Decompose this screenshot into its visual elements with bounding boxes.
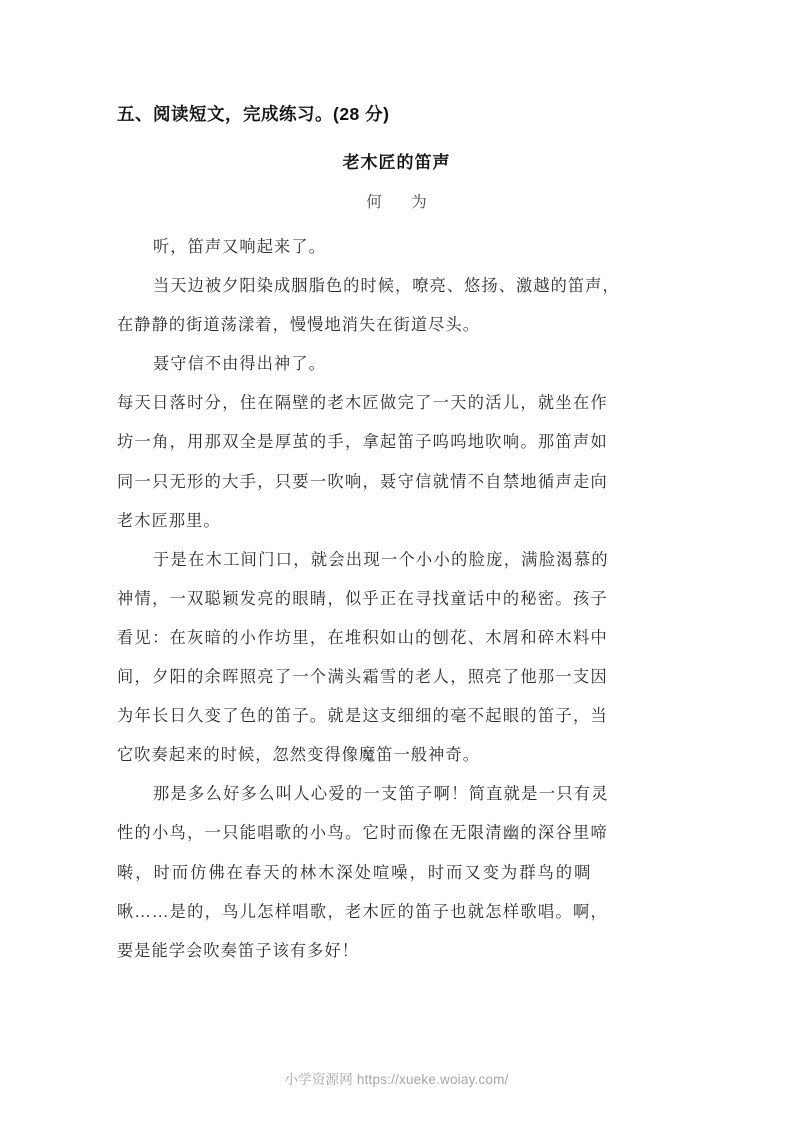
article-line: 它吹奏起来的时候，忽然变得像魔笛一般神奇。 <box>117 746 481 765</box>
article-line: 听，笛声又响起来了。 <box>153 238 326 256</box>
article-line: 看见：在灰暗的小作坊里，在堆积如山的刨花、木屑和碎木料中 <box>117 628 609 647</box>
article-line: 坊一角，用那双全是厚茧的手，拿起笛子呜呜地吹响。那笛声如 <box>117 433 609 452</box>
section-heading: 五、阅读短文，完成练习。(28 分) <box>117 104 390 124</box>
article-author: 何 为 <box>366 194 434 211</box>
article-body <box>117 228 673 971</box>
article-line: 每天日落时分，住在隔壁的老木匠做完了一天的活儿，就坐在作 <box>117 394 609 413</box>
article-line: 老木匠那里。 <box>117 511 221 530</box>
article-line: 啭，时而仿佛在春天的林木深处喧噪，时而又变为群鸟的啁 <box>117 863 593 882</box>
article-line: 神情，一双聪颖发亮的眼睛，似乎正在寻找童话中的秘密。孩子 <box>117 589 609 608</box>
article-line: 啾……是的，鸟儿怎样唱歌，老木匠的笛子也就怎样歌唱。啊， <box>117 902 609 921</box>
watermark: 小学资源网 https://xueke.woiay.com/ <box>284 1072 509 1087</box>
article-line: 当天边被夕阳染成胭脂色的时候，嘹亮、悠扬、激越的笛声， <box>153 277 620 296</box>
article-line: 要是能学会吹奏笛子该有多好！ <box>117 941 360 960</box>
article-line: 为年长日久变了色的笛子。就是这支细细的毫不起眼的笛子，当 <box>117 707 609 726</box>
article-line: 性的小鸟，一只能唱歌的小鸟。它时而像在无限清幽的深谷里啼 <box>117 824 609 843</box>
article-line: 同一只无形的大手，只要一吹响，聂守信就情不自禁地循声走向 <box>117 472 609 491</box>
article-line: 间，夕阳的余晖照亮了一个满头霜雪的老人，照亮了他那一支因 <box>117 668 609 687</box>
article-line: 聂守信不由得出神了。 <box>153 355 326 374</box>
article-line: 那是多么好多么叫人心爱的一支笛子啊！简直就是一只有灵 <box>153 785 609 804</box>
article-line: 在静静的街道荡漾着，慢慢地消失在街道尽头。 <box>117 316 481 335</box>
article-line: 于是在木工间门口，就会出现一个小小的脸庞，满脸渴慕的 <box>153 550 609 569</box>
article-title: 老木匠的笛声 <box>342 153 451 172</box>
